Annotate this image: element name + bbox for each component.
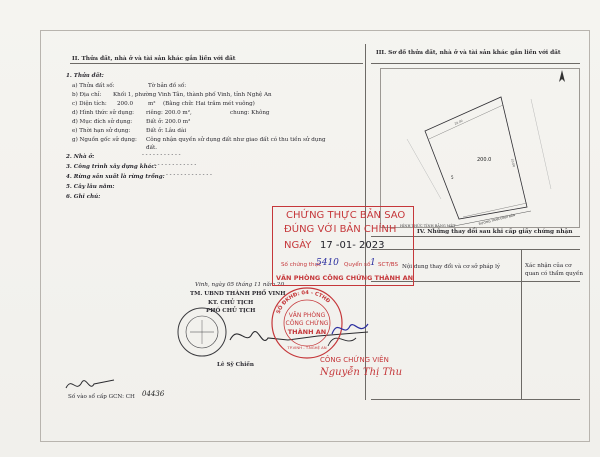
origin-value-1: Công nhận quyền sử dụng đất như giao đất có thu tiền sử dụng	[146, 137, 326, 143]
map-sheet-label: Tờ bản đồ số:	[148, 83, 187, 89]
notary-name: Nguyễn Thị Thu	[320, 367, 403, 378]
use-form-shared: chung: Không	[230, 110, 270, 116]
place-date: Vinh, ngày 05 tháng 11 năm 20	[195, 282, 285, 288]
changes-column-header: Nội dung thay đổi và cơ sở pháp lý	[402, 264, 501, 270]
planted-forest-heading: 4. Rừng sản xuất là rừng trồng:	[66, 174, 165, 180]
plot-number-label: a) Thửa đất số:	[72, 83, 115, 89]
stamp-book-prefix: Quyển số	[344, 262, 371, 268]
seal-middle-3: THÀNH AN	[287, 328, 327, 336]
edge-length-right: 10.00	[510, 158, 516, 168]
section-iv-bottom-rule	[371, 399, 580, 400]
stamp-line-2: ĐÚNG VỚI BẢN CHÍNH	[284, 224, 397, 235]
plot-map	[381, 69, 579, 227]
authority-kt: KT. CHỦ TỊCH	[208, 300, 254, 306]
signer-name: Lê Sỹ Chiến	[217, 362, 254, 368]
section-ii-title: II. Thửa đất, nhà ở và tài sản khác gắn liền với đất	[72, 56, 236, 62]
construction-dash: - - - - - - - - - - - -	[154, 162, 197, 168]
purpose-value: Đất ở: 200.0 m²	[146, 119, 191, 125]
section-iv-col-divider	[521, 249, 522, 399]
seal-bottom-text: TP.VINH - T.NGHỆ AN	[287, 345, 327, 350]
land-plot-heading: 1. Thửa đất:	[66, 73, 104, 79]
stamp-office: VĂN PHÒNG CÔNG CHỨNG THÀNH AN	[276, 274, 414, 282]
registry-label: Số vào sổ cấp GCN: CH	[68, 394, 135, 400]
stamp-number-prefix: Số chứng thực	[281, 262, 322, 268]
stamp-date-value: 17 -01- 2023	[320, 240, 385, 251]
seal-middle-1: VĂN PHÒNG	[288, 312, 326, 319]
use-form-label: d) Hình thức sử dụng:	[72, 110, 135, 116]
area-value: 200.0	[117, 101, 134, 107]
term-label: e) Thời hạn sử dụng:	[72, 128, 131, 134]
road-label: ĐƯỜNG TRẦN ĐÌNH BẢN	[478, 213, 516, 226]
house-dash: - - - - - - - - - - -	[142, 152, 181, 158]
address-label: b) Địa chỉ:	[72, 92, 102, 98]
stamp-number-value: 5410	[316, 258, 339, 268]
plot-area-label: 200.0	[477, 157, 492, 163]
term-value: Đất ở: Lâu dài	[146, 128, 187, 134]
other-construction-heading: 3. Công trình xây dựng khác:	[66, 164, 157, 170]
notary-title: CÔNG CHỨNG VIÊN	[320, 356, 389, 364]
plot-map-frame	[380, 68, 580, 228]
origin-value-2: đất.	[146, 145, 158, 151]
notary-signature-image	[330, 316, 370, 340]
stamp-book-value: 1	[370, 258, 376, 268]
map-footer-note: HÌNH THỨC TÍNH BẰNG MÉT	[400, 224, 456, 228]
address-value: Khối 1, phường Vinh Tân, thành phố Vinh, tỉnh Nghệ An	[113, 92, 272, 98]
section-iii-title: III. Sơ đồ thửa đất, nhà ở và tài sản khác gắn liền với đất	[376, 50, 561, 56]
house-heading: 2. Nhà ở:	[66, 154, 95, 160]
stamp-line-1: CHỨNG THỰC BẢN SAO	[286, 210, 406, 221]
area-in-words: (Bằng chữ: Hai trăm mét vuông)	[163, 101, 255, 107]
city-seal-image	[176, 306, 228, 358]
left-header-rule	[70, 63, 363, 64]
seal-outer-text: SỐ ĐKHĐ: 04 - CTHĐ	[275, 290, 331, 315]
perennial-trees-heading: 5. Cây lâu năm:	[66, 184, 115, 190]
issuing-authority: TM. UBND THÀNH PHỐ VINH	[190, 291, 286, 297]
clerk-signature-image	[64, 374, 124, 396]
notes-heading: 6. Ghi chú:	[66, 194, 101, 200]
confirmation-column-header: Xác nhận của cơ quan có thẩm quyền	[525, 263, 583, 277]
forest-dash: - - - - - - - - - - - - -	[166, 172, 212, 178]
purpose-label: đ) Mục đích sử dụng:	[72, 119, 133, 125]
plot-number-marker: 5	[451, 175, 454, 180]
right-header-rule	[371, 63, 580, 64]
area-unit: m²	[148, 101, 156, 107]
stamp-date-label: NGÀY	[284, 240, 312, 251]
registry-number: 04436	[142, 390, 165, 398]
seal-middle-2: CÔNG CHỨNG	[285, 320, 329, 327]
north-arrow-icon	[558, 70, 566, 86]
section-iv-title: IV. Những thay đổi sau khi cấp giấy chứng nhận	[417, 229, 573, 235]
area-label: c) Diện tích:	[72, 101, 107, 107]
use-form-private: riêng: 200.0 m²,	[146, 110, 192, 116]
edge-length-top: 20.00	[453, 118, 464, 126]
vice-chairman-title: PHÓ CHỦ TỊCH	[206, 308, 256, 314]
stamp-book-suffix: SCT/BS	[378, 262, 399, 268]
origin-label: g) Nguồn gốc sử dụng:	[72, 137, 137, 143]
